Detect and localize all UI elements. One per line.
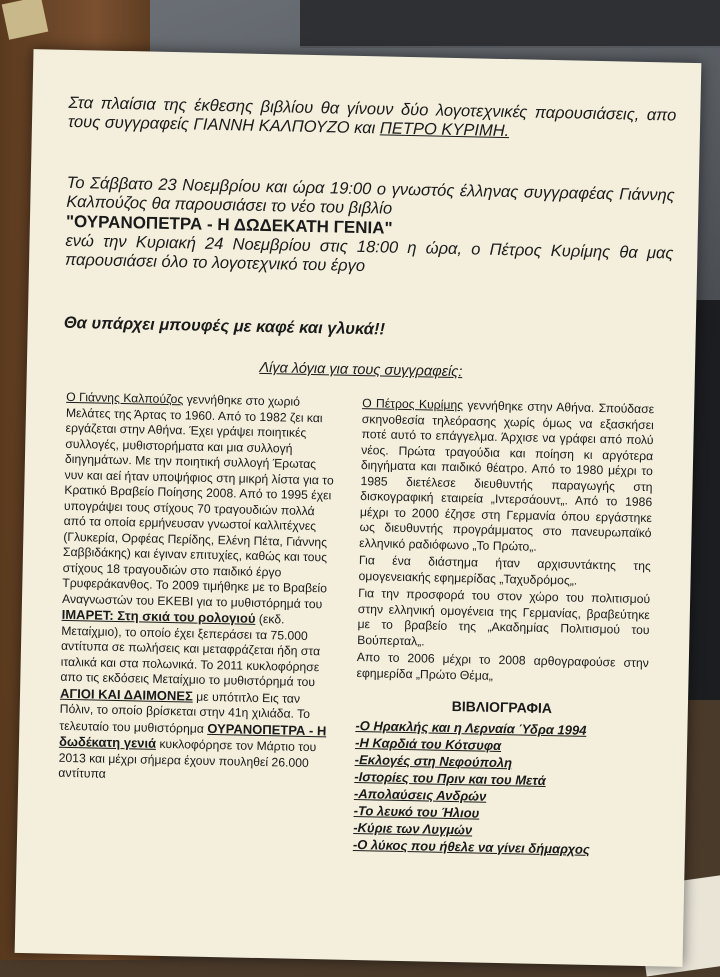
authors-subheading: Λίγα λόγια για τους συγγραφείς: — [259, 359, 463, 381]
left-column — [58, 390, 338, 789]
kalpouzos-name: Ο Γιάννης Καλπούζος — [66, 389, 184, 407]
bibliography-item: -Το λευκό του Ήλιου — [353, 802, 480, 821]
event-line1: Το Σάββατο 23 Νοεμβρίου και ώρα 19:00 ο γνωστός έλληνας συγγραφέας Γιάννης Καλπούζος θα παρουσιάσει το νέο του βιβλίο — [66, 173, 675, 218]
kalpouzos-p3: με υπότιτλο Εις ταν Πόλιν, το οποίο βρίσκεται στην 41η χιλιάδα. Το τελευταίο του μυθιστόρημα — [59, 689, 311, 736]
kalpouzos-p1: γεννήθηκε στο χωριό Μελάτες της Άρτας το 1960. Από το 1982 ζει και εργάζεται στην Αθήνα. Έχει γράψει ποιητικές συλλογές, μυθιστορήματα και μια συλλογή διηγημάτων. Με την ποιητική συλλογή Έρωτας νυν και αεί ήταν υποψήφιος στη μικρή λίστα για το Κρατικό Βραβείο Ποίησης 2008. Από το 1995 έχει υπογράψει τους στίχους 70 τραγουδιών πολλά από τα οποία ερμήνευσαν γνωστοί καλλιτέχνες (Γλυκερία, Ορφέας Περίδης, Ελένη Πέτα, Γιάννης Σαββιδάκης) και έγιναν επιτυχίες, καθώς και τους στίχους 18 τραγουδιών στο παιδικό έργο Τρυφεράκανθος. Το 2009 τιμήθηκε με το Βραβείο Αναγνωστών του ΕΚΕΒΙ για το μυθιστόρημά του — [61, 392, 334, 611]
bibliography-item: -Ο λύκος που ήθελε να γίνει δήμαρχος — [352, 836, 590, 857]
buffet-note: Θα υπάρχει μπουφές με καφέ και γλυκά!! — [63, 313, 386, 339]
bibliography-list — [353, 716, 648, 858]
author2-name: ΠΕΤΡΟ ΚΥΡΙΜΗ. — [379, 119, 510, 141]
kyrimis-bio — [359, 396, 654, 557]
bibliography-item: -Εκλογές στη Νεφούπολη — [354, 751, 513, 770]
bibliography-item: -Απολαύσεις Ανδρών — [353, 785, 487, 804]
kyrimis-name: Ο Πέτρος Κυρίμης — [362, 396, 464, 413]
kyrimis-p3: Για την προσφορά του στον χώρο του πολιτισμού στην ελληνική ομογένεια της Γερμανίας, βραβεύτηκε με το βραβείο της „Ακαδημίας Πολιτισμού του Βούπερταλ„. — [357, 586, 651, 648]
bibliography-title: ΒΙΒΛΙΟΓΡΑΦΙΑ — [451, 698, 553, 717]
book-title: "ΟΥΡΑΝΟΠΕΤΡΑ - Η ΔΩΔΕΚΑΤΗ ΓΕΝΙΑ" — [65, 211, 393, 238]
right-column — [353, 396, 654, 859]
kalpouzos-p2: (εκδ. Μεταίχμιο), το οποίο έχει ξεπεράσει τα 75.000 αντίτυπα σε πωλήσεις και μεταφράζεται ήδη στα ιταλικά και στα πολωνικά. Το 2011 κυκλοφόρησε απο τις εκδόσεις Μεταίχμιο το μυθιστόρημά του — [60, 611, 321, 690]
event-paragraph — [65, 174, 675, 283]
kyrimis-p2: Για ένα διάστημα ήταν αρχισυντάκτης της ομογενειακής εφημερίδας „Ταχυδρόμος„. — [358, 553, 651, 588]
imaret-title: ΙΜΑΡΕΤ: Στη σκιά του ρολογιού — [61, 606, 256, 626]
bibliography-item: -Κύριε των Λυγμών — [353, 819, 473, 837]
keyboard-strip — [300, 0, 720, 48]
kyrimis-p1: γεννήθηκε στην Αθήνα. Σπούδασε σκηνοθεσία τηλεόρασης χωρίς όμως να εξασκήσει ποτέ αυτό το επάγγελμα. Άρχισε να γράφει από πολύ νέος. Πρώτα τραγούδια και ποίηση κι αργότερα διηγήματα και παιδικό θέατρο. Από το 1980 μέχρι το 1985 διετέλεσε διευθυντής παραγωγής στη δισκογραφική εταιρεία „Ιντερσάουντ„. Από το 1986 μέχρι το 2000 έζησε στη Γερμανία όπου εργάστηκε ως διευθυντής προγράμματος στο πανευρωπαϊκό ελληνικό ραδιόφωνο „Το Πρώτο„. — [359, 398, 655, 554]
kalpouzos-p4: κυκλοφόρησε τον Μάρτιο του 2013 και μέχρι σήμερα έχουν πουληθεί 26.000 αντίτυπα — [58, 736, 317, 781]
bibliography-item: -Η Καρδιά του Κότσυφα — [354, 734, 502, 753]
intro-paragraph — [68, 94, 677, 145]
flyer-page — [15, 49, 702, 967]
ouranopetra-title: ΟΥΡΑΝΟΠΕΤΡΑ - Η δωδέκατη γενιά — [58, 720, 327, 751]
agioi-title: ΑΓΙΟΙ ΚΑΙ ΔΑΙΜΟΝΕΣ — [59, 685, 194, 704]
intro-text: Στα πλαίσια της έκθεσης βιβλίου θα γίνουν δύο λογοτεχνικές παρουσιάσεις, απο τους συγγραφείς ΓΙΑΝΝΗ ΚΑΛΠΟΥΖΟ και — [67, 93, 677, 138]
bibliography-item: -Ο Ηρακλής και η Λερναία Ύδρα 1994 — [355, 717, 587, 738]
kalpouzos-bio — [58, 390, 338, 787]
bibliography-item: -Ιστορίες του Πριν και του Μετά — [354, 768, 546, 788]
event-line2: ενώ την Κυριακή 24 Νοεμβρίου στις 18:00 η ώρα, ο Πέτρος Κυρίμης θα μας παρουσιάσει όλο το λογοτεχνικό του έργο — [64, 231, 674, 276]
kyrimis-p4: Απο το 2006 μέχρι το 2008 αρθογραφούσε στην εφημερίδα „Πρώτο Θέμα„ — [356, 650, 649, 683]
